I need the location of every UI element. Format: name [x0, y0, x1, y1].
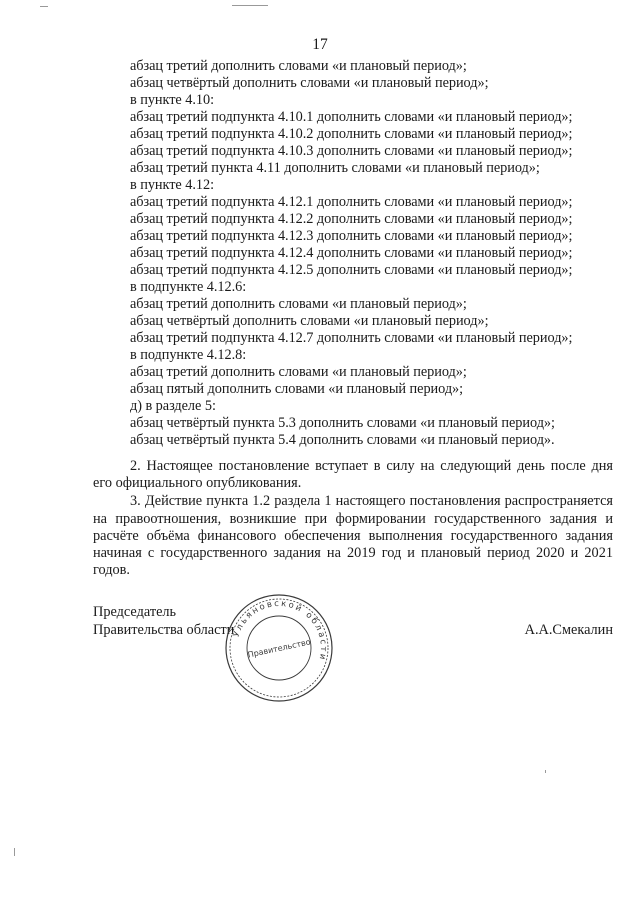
amendment-line: абзац третий дополнить словами «и плановый период»;	[130, 296, 467, 312]
amendment-line: абзац четвёртый дополнить словами «и плановый период»;	[130, 313, 489, 329]
amendment-line: абзац третий подпункта 4.12.5 дополнить словами «и плановый период»;	[130, 262, 573, 278]
amendment-line: абзац третий подпункта 4.12.7 дополнить словами «и плановый период»;	[130, 330, 573, 346]
signatory-title-line: Председатель	[93, 604, 177, 620]
amendment-line: абзац третий подпункта 4.12.4 дополнить словами «и плановый период»;	[130, 245, 573, 261]
signatory-name: А.А.Смекалин	[524, 621, 613, 638]
amendment-line: в пункте 4.10:	[130, 92, 214, 108]
amendment-line: абзац пятый дополнить словами «и плановый период»;	[130, 381, 464, 397]
amendment-line: абзац третий пункта 4.11 дополнить словами «и плановый период»;	[130, 160, 540, 176]
amendment-line: абзац третий дополнить словами «и плановый период»;	[130, 364, 467, 380]
amendment-line: абзац четвёртый дополнить словами «и плановый период»;	[130, 75, 489, 91]
svg-text:Правительство: Правительство	[246, 637, 312, 660]
amendment-line: абзац третий дополнить словами «и плановый период»;	[130, 58, 467, 74]
amendment-line: абзац третий подпункта 4.10.2 дополнить словами «и плановый период»;	[130, 126, 573, 142]
paragraph-effective-date: 2. Настоящее постановление вступает в силу на следующий день после дня его официального опубликования.	[93, 458, 613, 492]
page-number: 17	[312, 36, 328, 53]
amendments-list	[130, 58, 610, 449]
svg-text:Ульяновской области: Ульяновской области	[231, 598, 329, 663]
amendment-line: в подпункте 4.12.6:	[130, 279, 247, 295]
amendment-line: абзац четвёртый пункта 5.4 дополнить словами «и плановый период».	[130, 432, 555, 448]
paragraph-scope: 3. Действие пункта 1.2 раздела 1 настоящего постановления распространяется на правоотношения, возникшие при формировании государственного задания и расчёте объёма финансового обеспечения выполнения государственного задания начиная с государственного задания на 2019 год и плановый период 2020 и 2021 годов.	[93, 493, 613, 579]
amendment-line: в пункте 4.12:	[130, 177, 214, 193]
amendment-line: абзац третий подпункта 4.12.3 дополнить словами «и плановый период»;	[130, 228, 573, 244]
official-seal-stamp	[223, 592, 335, 704]
amendment-line: абзац третий подпункта 4.12.2 дополнить словами «и плановый период»;	[130, 211, 573, 227]
amendment-line: абзац четвёртый пункта 5.3 дополнить словами «и плановый период»;	[130, 415, 555, 431]
amendment-line: абзац третий подпункта 4.12.1 дополнить словами «и плановый период»;	[130, 194, 573, 210]
amendment-line: абзац третий подпункта 4.10.1 дополнить словами «и плановый период»;	[130, 109, 573, 125]
closing-paragraphs	[93, 458, 613, 580]
signatory-title	[93, 604, 234, 639]
amendment-line: д) в разделе 5:	[130, 398, 216, 414]
amendment-line: абзац третий подпункта 4.10.3 дополнить словами «и плановый период»;	[130, 143, 573, 159]
signature-block	[93, 604, 613, 684]
amendment-line: в подпункте 4.12.8:	[130, 347, 247, 363]
signatory-title-line: Правительства области	[93, 621, 235, 638]
